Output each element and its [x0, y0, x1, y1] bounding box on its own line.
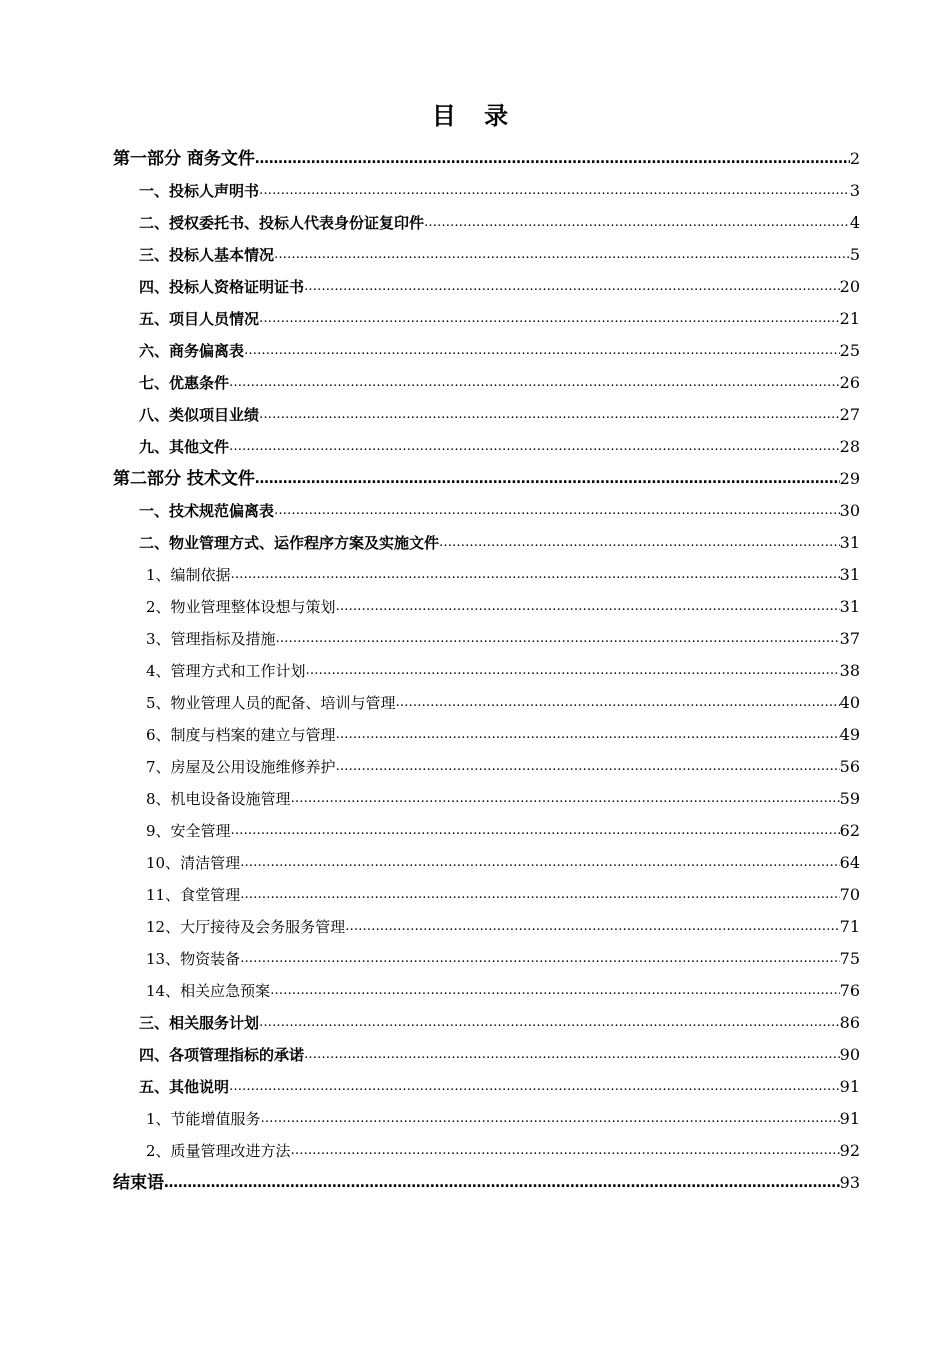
toc-entry-level-3[interactable]: [113, 1135, 860, 1167]
toc-entry-level-2[interactable]: [113, 527, 860, 559]
toc-entry-page-number: 62: [839, 821, 860, 840]
toc-entry-page-number: 25: [839, 341, 860, 360]
toc-entry-page-number: 3: [849, 181, 860, 200]
toc-entry-page-number: 59: [839, 789, 860, 808]
toc-entry-page-number: 56: [839, 757, 860, 776]
toc-entry-level-3[interactable]: [113, 943, 860, 975]
dot-leader: [259, 303, 840, 335]
toc-entry-level-2[interactable]: [113, 175, 860, 207]
dot-leader: [336, 751, 840, 783]
toc-entry-label: 五、项目人员情况: [139, 310, 260, 328]
toc-entry-label: 二、授权委托书、投标人代表身份证复印件: [139, 214, 425, 232]
dot-leader: [306, 655, 840, 687]
toc-entry-level-3[interactable]: [113, 591, 860, 623]
toc-entry-page-number: 31: [839, 597, 860, 616]
toc-entry-label: 四、各项管理指标的承诺: [139, 1046, 305, 1064]
toc-entry-page-number: 26: [839, 373, 860, 392]
toc-entry-page-number: 40: [839, 693, 860, 712]
toc-entry-label: 1、编制依据: [146, 566, 231, 584]
toc-entry-level-3[interactable]: [113, 559, 860, 591]
toc-entry-label: 四、投标人资格证明证书: [139, 278, 305, 296]
toc-entry-page-number: 20: [839, 277, 860, 296]
toc-entry-label: 六、商务偏离表: [139, 342, 245, 360]
dot-leader: [276, 623, 840, 655]
toc-entry-level-3[interactable]: [113, 719, 860, 751]
dot-leader: [231, 815, 840, 847]
toc-entry-label: 13、物资装备: [146, 950, 241, 968]
toc-entry-label: 第二部分 技术文件: [113, 469, 255, 489]
dot-leader: [259, 399, 840, 431]
toc-entry-level-2[interactable]: [113, 271, 860, 303]
toc-entry-page-number: 28: [839, 437, 860, 456]
dot-leader: [229, 1071, 840, 1103]
toc-entry-page-number: 76: [839, 981, 860, 1000]
toc-entry-page-number: 49: [839, 725, 860, 744]
toc-entry-level-2[interactable]: [113, 367, 860, 399]
dot-leader: [291, 783, 840, 815]
toc-entry-page-number: 31: [839, 565, 860, 584]
dot-leader: [231, 559, 840, 591]
toc-entry-level-2[interactable]: [113, 1007, 860, 1039]
toc-entry-page-number: 21: [839, 309, 860, 328]
toc-entry-level-3[interactable]: [113, 879, 860, 911]
toc-entry-label: 1、节能增值服务: [146, 1110, 261, 1128]
toc-entry-level-1[interactable]: [113, 1167, 860, 1199]
toc-entry-level-2[interactable]: [113, 399, 860, 431]
toc-entry-page-number: 86: [839, 1013, 860, 1032]
toc-entry-level-1[interactable]: [113, 143, 860, 175]
dot-leader: [229, 431, 840, 463]
toc-entry-level-3[interactable]: [113, 1103, 860, 1135]
toc-entry-label: 结束语: [113, 1173, 164, 1193]
toc-entry-level-2[interactable]: [113, 495, 860, 527]
toc-entry-level-2[interactable]: [113, 239, 860, 271]
dot-leader: [240, 943, 840, 975]
toc-entry-label: 九、其他文件: [139, 438, 230, 456]
toc-entry-level-3[interactable]: [113, 783, 860, 815]
dot-leader: [270, 975, 840, 1007]
toc-entry-label: 二、物业管理方式、运作程序方案及实施文件: [139, 534, 440, 552]
toc-entry-page-number: 37: [839, 629, 860, 648]
toc-entry-label: 3、管理指标及措施: [146, 630, 276, 648]
toc-entry-label: 五、其他说明: [139, 1078, 230, 1096]
toc-entry-label: 9、安全管理: [146, 822, 231, 840]
dot-leader: [259, 175, 850, 207]
dot-leader: [259, 1007, 840, 1039]
toc-entry-level-2[interactable]: [113, 207, 860, 239]
dot-leader: [229, 367, 840, 399]
dot-leader: [240, 879, 840, 911]
toc-entry-level-3[interactable]: [113, 847, 860, 879]
toc-entry-page-number: 31: [839, 533, 860, 552]
toc-entry-label: 一、技术规范偏离表: [139, 502, 275, 520]
toc-entry-level-1[interactable]: [113, 463, 860, 495]
dot-leader: [304, 271, 840, 303]
toc-entry-page-number: 91: [839, 1109, 860, 1128]
toc-entry-level-2[interactable]: [113, 431, 860, 463]
toc-entry-label: 8、机电设备设施管理: [146, 790, 291, 808]
toc-entry-page-number: 92: [839, 1141, 860, 1160]
toc-entry-label: 6、制度与档案的建立与管理: [146, 726, 336, 744]
toc-entry-label: 7、房屋及公用设施维修养护: [146, 758, 336, 776]
dot-leader: [291, 1135, 840, 1167]
toc-entry-page-number: 2: [849, 149, 860, 168]
toc-entry-level-3[interactable]: [113, 687, 860, 719]
dot-leader: [240, 847, 840, 879]
table-of-contents: [113, 143, 860, 1199]
toc-entry-page-number: 70: [839, 885, 860, 904]
toc-entry-label: 12、大厅接待及会务服务管理: [146, 918, 346, 936]
toc-entry-label: 5、物业管理人员的配备、培训与管理: [146, 694, 396, 712]
toc-entry-page-number: 91: [839, 1077, 860, 1096]
toc-entry-level-2[interactable]: [113, 1039, 860, 1071]
toc-entry-label: 2、质量管理改进方法: [146, 1142, 291, 1160]
page-title: 目 录: [431, 102, 519, 130]
toc-entry-level-3[interactable]: [113, 655, 860, 687]
toc-entry-page-number: 29: [839, 469, 860, 488]
toc-entry-label: 七、优惠条件: [139, 374, 230, 392]
toc-entry-label: 11、食堂管理: [146, 886, 241, 904]
toc-entry-page-number: 75: [839, 949, 860, 968]
toc-entry-level-3[interactable]: [113, 815, 860, 847]
toc-entry-page-number: 4: [849, 213, 860, 232]
dot-leader: [304, 1039, 840, 1071]
toc-entry-page-number: 27: [839, 405, 860, 424]
toc-entry-label: 一、投标人声明书: [139, 182, 260, 200]
dot-leader: [396, 687, 840, 719]
toc-entry-label: 三、投标人基本情况: [139, 246, 275, 264]
toc-entry-level-2[interactable]: [113, 1071, 860, 1103]
toc-entry-page-number: 93: [839, 1173, 860, 1192]
dot-leader: [255, 463, 840, 495]
toc-entry-page-number: 90: [839, 1045, 860, 1064]
toc-entry-label: 2、物业管理整体设想与策划: [146, 598, 336, 616]
toc-entry-level-3[interactable]: [113, 623, 860, 655]
toc-entry-label: 第一部分 商务文件: [113, 149, 255, 169]
dot-leader: [345, 911, 840, 943]
toc-entry-label: 14、相关应急预案: [146, 982, 271, 1000]
dot-leader: [164, 1167, 840, 1199]
toc-entry-page-number: 64: [839, 853, 860, 872]
dot-leader: [274, 495, 840, 527]
toc-entry-level-2[interactable]: [113, 303, 860, 335]
toc-entry-page-number: 38: [839, 661, 860, 680]
toc-entry-label: 10、清洁管理: [146, 854, 241, 872]
toc-entry-level-2[interactable]: [113, 335, 860, 367]
dot-leader: [255, 143, 850, 175]
dot-leader: [274, 239, 850, 271]
toc-entry-level-3[interactable]: [113, 975, 860, 1007]
toc-entry-page-number: 30: [839, 501, 860, 520]
dot-leader: [336, 591, 840, 623]
dot-leader: [336, 719, 840, 751]
dot-leader: [424, 207, 850, 239]
toc-entry-level-3[interactable]: [113, 751, 860, 783]
toc-entry-page-number: 5: [849, 245, 860, 264]
toc-entry-page-number: 71: [839, 917, 860, 936]
dot-leader: [261, 1103, 840, 1135]
toc-entry-label: 三、相关服务计划: [139, 1014, 260, 1032]
toc-entry-label: 八、类似项目业绩: [139, 406, 260, 424]
dot-leader: [439, 527, 840, 559]
toc-entry-level-3[interactable]: [113, 911, 860, 943]
toc-entry-label: 4、管理方式和工作计划: [146, 662, 306, 680]
dot-leader: [244, 335, 840, 367]
